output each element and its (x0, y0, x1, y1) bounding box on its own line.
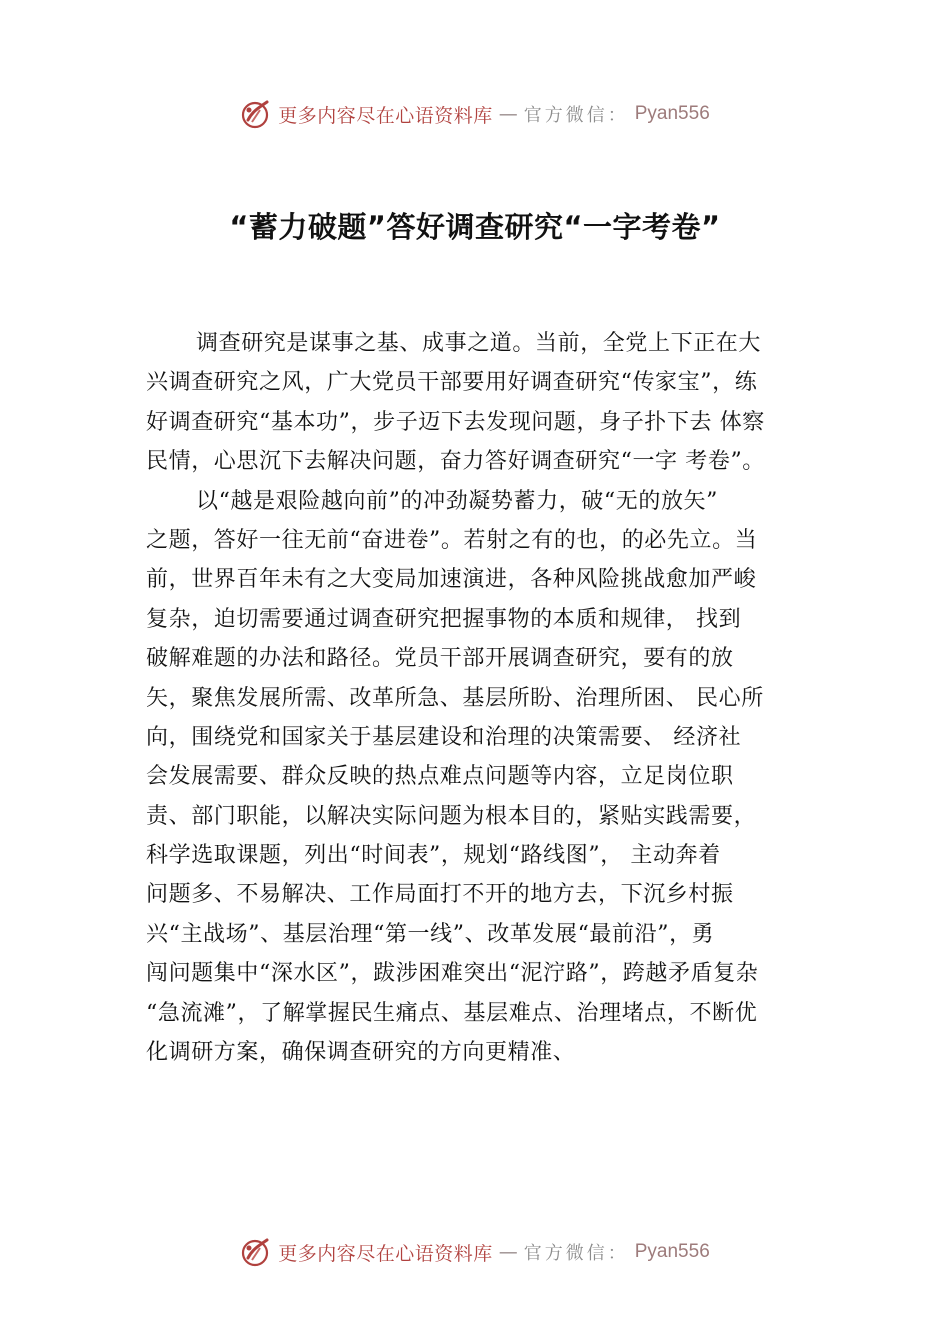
header-watermark (0, 96, 950, 132)
body-line: 兴调查研究之风，广大党员干部要用好调查研究“传家宝”，练 (146, 370, 758, 396)
watermark-wechat-label: 官方微信： (523, 1243, 629, 1264)
logo-icon (240, 1236, 272, 1268)
watermark-site-text: 更多内容尽在心语资料库 (278, 104, 493, 127)
watermark-dash: — (498, 1241, 518, 1263)
body-line: 闯问题集中“深水区”，跋涉困难突出“泥泞路”，跨越矛盾复杂 (146, 961, 759, 987)
document-title: “蓄力破题”答好调查研究“一字考卷” (229, 210, 721, 244)
body-line: 破解难题的办法和路径。党员干部开展调查研究，要有的放 (146, 646, 734, 672)
body-line: 会发展需要、群众反映的热点难点问题等内容，立足岗位职 (146, 764, 734, 790)
body-line: 之题，答好一往无前“奋进卷”。若射之有的也，的必先立。当 (146, 527, 758, 553)
body-line: 化调研方案，确保调查研究的方向更精准、 (146, 1040, 576, 1066)
watermark-wechat-id: Pyan556 (634, 1241, 710, 1262)
watermark-wechat-label: 官方微信： (523, 105, 629, 126)
body-line: 科学选取课题，列出“时间表”，规划“路线图”， 主动奔着 (146, 843, 721, 869)
body-line: 问题多、不易解决、工作局面打不开的地方去，下沉乡村振 (146, 882, 734, 908)
body-line: 以“越是艰险越向前”的冲劲凝势蓄力，破“无的放矢” (196, 488, 718, 514)
logo-icon (240, 98, 272, 130)
body-line: 向，围绕党和国家关于基层建设和治理的决策需要、 经济社 (146, 724, 742, 750)
body-line: 责、部门职能，以解决实际问题为根本目的，紧贴实践需要， (146, 803, 757, 829)
body-line: 复杂，迫切需要通过调查研究把握事物的本质和规律， 找到 (146, 606, 742, 632)
body-line: 好调查研究“基本功”，步子迈下去发现问题，身子扑下去 体察 (146, 409, 765, 435)
watermark-wechat-id: Pyan556 (634, 103, 710, 124)
body-line: 兴“主战场”、基层治理“第一线”、改革发展“最前沿”，勇 (146, 921, 715, 947)
body-line: 矢，聚焦发展所需、改革所急、基层所盼、治理所困、 民心所 (146, 685, 764, 711)
body-line: 前，世界百年未有之大变局加速演进，各种风险挑战愈加严峻 (146, 567, 757, 593)
watermark-dash: — (498, 103, 518, 125)
document-body (146, 324, 850, 1072)
watermark-site-text: 更多内容尽在心语资料库 (278, 1242, 493, 1265)
footer-watermark (0, 1234, 950, 1270)
body-line: 民情，心思沉下去解决问题，奋力答好调查研究“一字 考卷”。 (146, 449, 765, 475)
body-line: “急流滩”，了解掌握民生痛点、基层难点、治理堵点，不断优 (146, 1000, 758, 1026)
body-line: 调查研究是谋事之基、成事之道。当前，全党上下正在大 (196, 331, 762, 356)
